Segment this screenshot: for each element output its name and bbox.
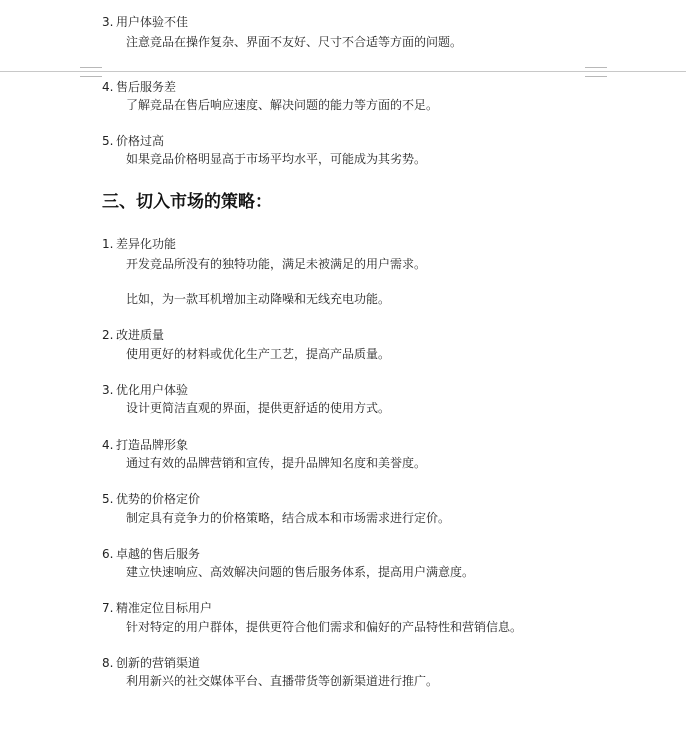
list-item-number: 7. <box>102 601 114 615</box>
strategy-item-description: 通过有效的品牌营销和宣传，提升品牌知名度和美誉度。 <box>126 456 427 470</box>
list-item-title <box>102 133 164 149</box>
list-item-title-text: 打造品牌形象 <box>116 438 189 452</box>
list-item-number: 2. <box>102 328 114 342</box>
strategy-item-example: 比如，为一款耳机增加主动降噪和无线充电功能。 <box>126 292 391 306</box>
list-item-title-text: 优化用户体验 <box>116 383 189 397</box>
list-item-description: 如果竞品价格明显高于市场平均水平，可能成为其劣势。 <box>126 152 427 166</box>
list-item-title <box>102 14 188 30</box>
margin-corner-mark-right <box>585 67 607 77</box>
list-item-number: 4. <box>102 80 114 94</box>
list-item-title-text: 差异化功能 <box>116 237 177 251</box>
list-item-description: 了解竞品在售后响应速度、解决问题的能力等方面的不足。 <box>126 98 439 112</box>
strategy-item-title <box>102 600 212 616</box>
strategy-item-description: 利用新兴的社交媒体平台、直播带货等创新渠道进行推广。 <box>126 674 439 688</box>
list-item-number: 4. <box>102 438 114 452</box>
list-item-title-text: 优势的价格定价 <box>116 492 201 506</box>
strategy-item-title <box>102 491 200 507</box>
list-item-number: 8. <box>102 656 114 670</box>
strategy-item-title <box>102 382 188 398</box>
strategy-item-description: 开发竞品所没有的独特功能，满足未被满足的用户需求。 <box>126 257 427 271</box>
strategy-item-title <box>102 546 200 562</box>
list-item-number: 5. <box>102 492 114 506</box>
strategy-item-title <box>102 437 188 453</box>
list-item-title-text: 卓越的售后服务 <box>116 547 201 561</box>
list-item-number: 3. <box>102 15 114 29</box>
list-item-number: 1. <box>102 237 114 251</box>
page-break-line <box>0 71 686 72</box>
strategy-item-description: 建立快速响应、高效解决问题的售后服务体系，提高用户满意度。 <box>126 565 475 579</box>
section-heading: 三、切入市场的策略： <box>102 192 272 212</box>
strategy-item-title <box>102 327 164 343</box>
strategy-item-description: 针对特定的用户群体，提供更符合他们需求和偏好的产品特性和营销信息。 <box>126 620 523 634</box>
margin-corner-mark-left <box>80 67 102 77</box>
list-item-title-text: 价格过高 <box>116 134 165 148</box>
list-item-title-text: 售后服务差 <box>116 80 177 94</box>
list-item-title <box>102 79 176 95</box>
list-item-title-text: 改进质量 <box>116 328 165 342</box>
strategy-item-description: 制定具有竞争力的价格策略，结合成本和市场需求进行定价。 <box>126 511 451 525</box>
list-item-title-text: 创新的营销渠道 <box>116 656 201 670</box>
list-item-number: 3. <box>102 383 114 397</box>
strategy-item-title <box>102 236 176 252</box>
strategy-item-description: 设计更简洁直观的界面，提供更舒适的使用方式。 <box>126 401 391 415</box>
list-item-number: 6. <box>102 547 114 561</box>
strategy-item-title <box>102 655 200 671</box>
list-item-number: 5. <box>102 134 114 148</box>
strategy-item-description: 使用更好的材料或优化生产工艺，提高产品质量。 <box>126 347 391 361</box>
list-item-title-text: 精准定位目标用户 <box>116 601 213 615</box>
list-item-description: 注意竞品在操作复杂、界面不友好、尺寸不合适等方面的问题。 <box>126 35 463 49</box>
list-item-title-text: 用户体验不佳 <box>116 15 189 29</box>
